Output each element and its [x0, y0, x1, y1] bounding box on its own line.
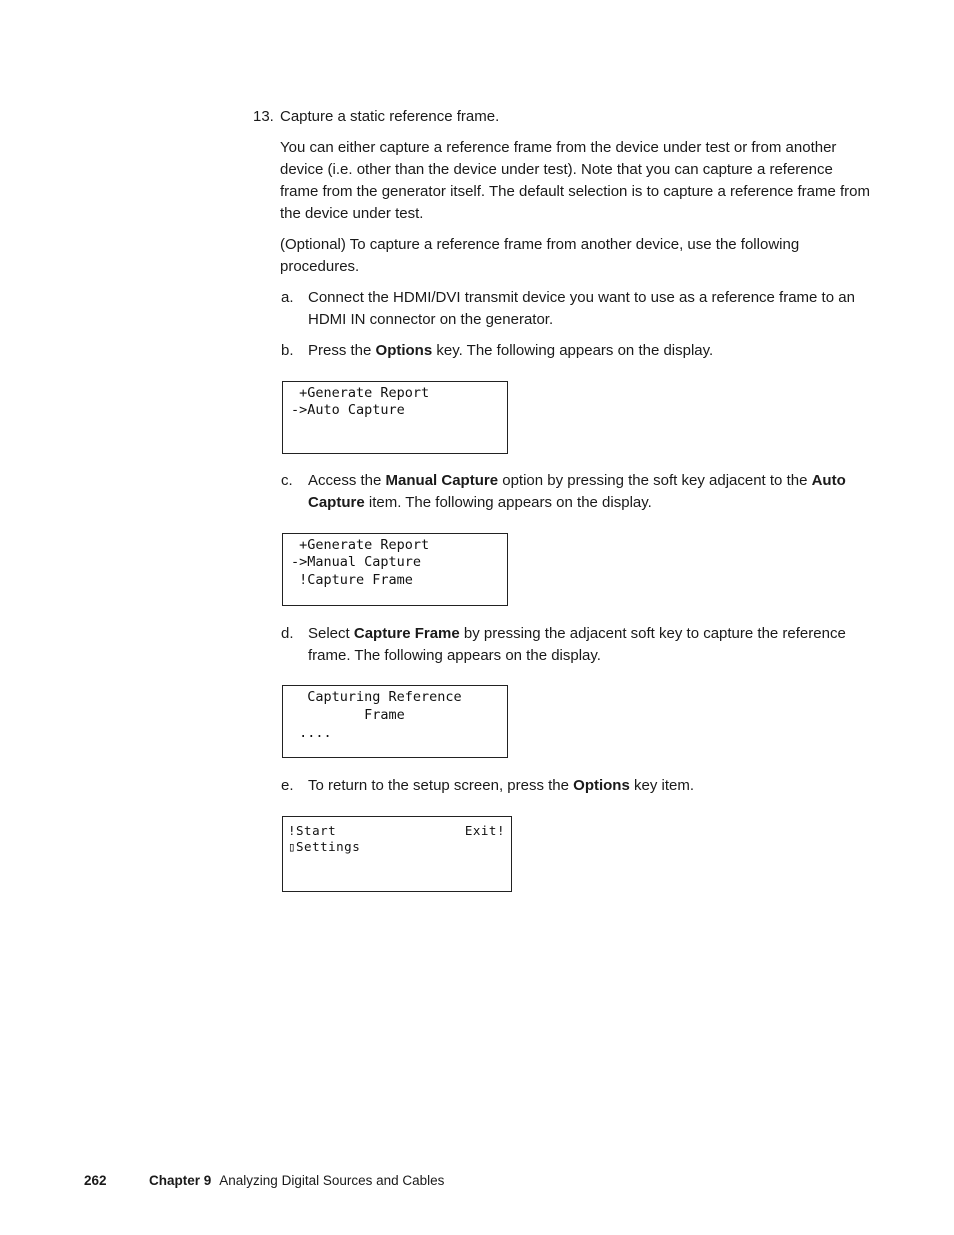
chapter-title: Analyzing Digital Sources and Cables [219, 1173, 445, 1188]
display-line: Capturing Reference [291, 689, 462, 705]
display-screen-3 [282, 685, 508, 758]
chapter-footer [149, 1173, 444, 1188]
display-settings-item: ▯Settings [288, 839, 361, 854]
display-line: Frame [291, 707, 405, 723]
display-line: .... [291, 725, 332, 741]
intro-paragraph: You can either capture a reference frame from the device under test or from another device (i.e. other than the device under test). Note that you can capture a reference frame from the generator itself. The default selection is to capture a reference frame from the device under test. [280, 139, 871, 222]
display-line: +Generate Report [291, 537, 430, 553]
options-key-name: Options [375, 342, 433, 359]
display-line: +Generate Report [291, 385, 430, 401]
optional-paragraph: (Optional) To capture a reference frame from another device, use the following procedures. [280, 236, 800, 275]
step-number: 13. [253, 108, 274, 125]
substep-c-letter: c. [281, 472, 293, 489]
substep-e-letter: e. [281, 777, 294, 794]
substep-d-letter: d. [281, 625, 294, 642]
page-number: 262 [84, 1173, 107, 1188]
substep-c-text: Access the Manual Capture option by pressing the soft key adjacent to the Auto Capture item. The following appears on the display. [308, 472, 846, 511]
display-exit-item: Exit! [464, 823, 505, 838]
display-line: !Capture Frame [291, 572, 413, 588]
display-screen-4 [282, 816, 512, 892]
substep-a-letter: a. [281, 289, 294, 306]
display-start-item: !Start [288, 823, 337, 838]
display-screen-2 [282, 533, 508, 606]
display-screen-1 [282, 381, 508, 454]
chapter-label: Chapter 9 [149, 1173, 212, 1188]
substep-a-text: Connect the HDMI/DVI transmit device you want to use as a reference frame to an HDMI IN connector on the generator. [308, 289, 855, 328]
substep-d-text: Select Capture Frame by pressing the adjacent soft key to capture the reference frame. The following appears on the display. [308, 625, 846, 664]
substep-b-letter: b. [281, 342, 294, 359]
substep-b-text: Press the Options key. The following appears on the display. [308, 342, 714, 359]
step-title: Capture a static reference frame. [280, 108, 500, 125]
display-line: ->Manual Capture [291, 554, 422, 570]
substep-e-text: To return to the setup screen, press the Options key item. [308, 777, 695, 794]
display-line: ->Auto Capture [291, 402, 405, 418]
